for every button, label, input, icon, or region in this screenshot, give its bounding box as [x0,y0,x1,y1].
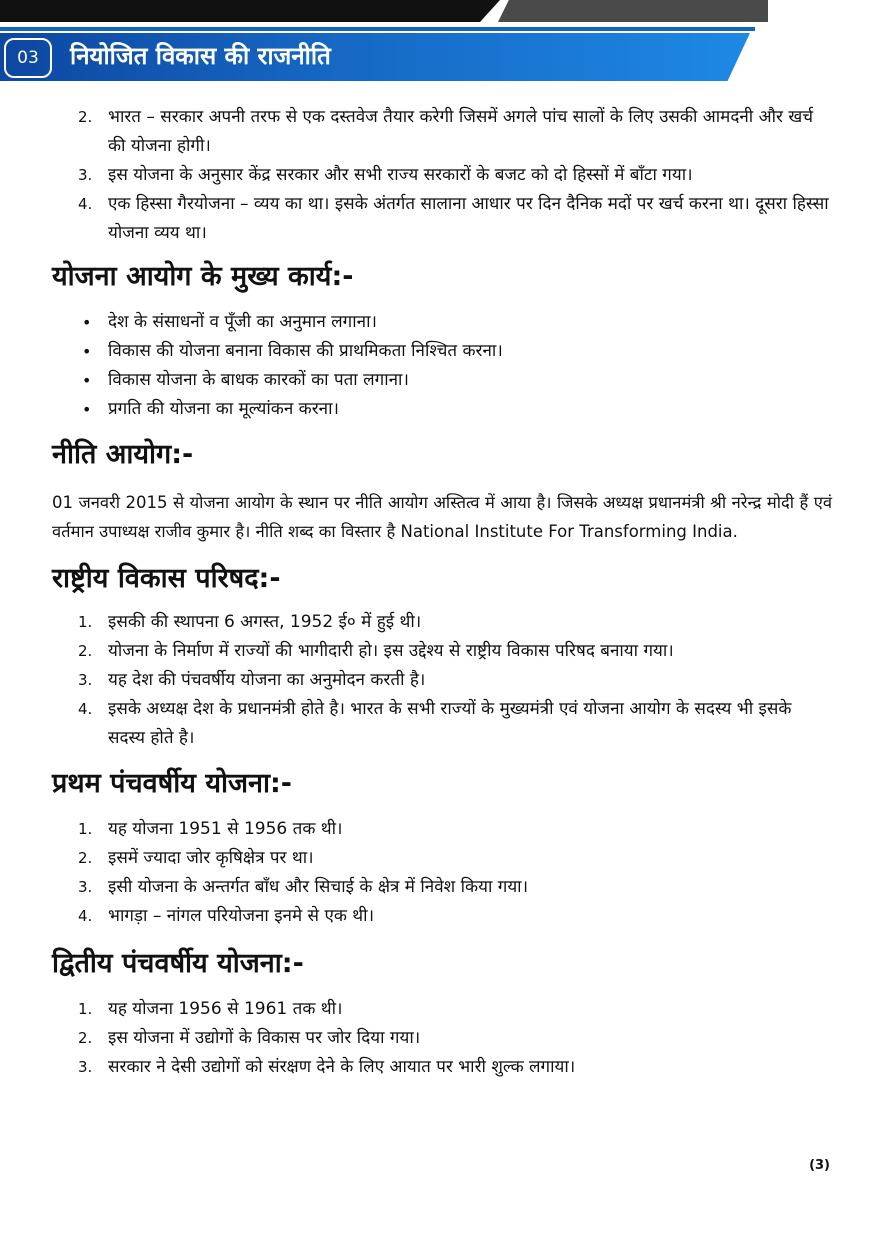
item-text: भारत – सरकार अपनी तरफ से एक दस्तवेज तैयार करेगी जिसमें अगले पांच सालों के लिए उसकी आमदनी और खर्च की योजना होगी। [108,107,814,156]
ndc-list [52,608,832,753]
item-text: इसकी की स्थापना 6 अगस्त, 1952 ई० में हुई थी। [108,612,422,632]
item-number: 1. [78,1000,93,1018]
header-blue-line [0,27,755,31]
niti-paragraph: 01 जनवरी 2015 से योजना आयोग के स्थान पर नीति आयोग अस्तित्व में आया है। जिसके अध्यक्ष प्रधानमंत्री श्री नरेन्द्र मोदी हैं एवं वर्तमान उपाध्यक्ष राजीव कुमार है। नीति शब्द का विस्तार है National Institute For Transforming India. [52,493,832,541]
list-item [52,815,832,844]
item-number: 3. [78,878,93,896]
list-item [52,637,832,666]
item-number: 4. [78,195,93,213]
bullet-item [52,395,832,424]
item-number: 1. [78,820,93,838]
item-number: 2. [78,108,93,126]
section-heading: नीति आयोग:- [52,439,194,470]
first-plan-list [52,815,832,931]
item-text: यह योजना 1951 से 1956 तक थी। [108,819,343,839]
item-text: भागड़ा – नांगल परियोजना इनमे से एक थी। [108,906,375,926]
item-number: 2. [78,1029,93,1047]
item-text: सरकार ने देसी उद्योगों को संरक्षण देने के लिए आयात पर भारी शुल्क लगाया। [108,1057,576,1077]
section-heading: द्वितीय पंचवर्षीय योजना:- [52,948,304,979]
bullet-icon: • [82,371,92,390]
bullet-item [52,366,832,395]
item-text: यह देश की पंचवर्षीय योजना का अनुमोदन करती है। [108,670,426,690]
item-text: इस योजना में उद्योगों के विकास पर जोर दिया गया। [108,1028,421,1048]
item-text: एक हिस्सा गैरयोजना – व्यय का था। इसके अंतर्गत सालाना आधार पर दिन दैनिक मदों पर खर्च करना था। दूसरा हिस्सा योजना व्यय था। [108,194,829,243]
item-text: इसी योजना के अन्तर्गत बाँध और सिचाई के क्षेत्र में निवेश किया गया। [108,877,529,897]
bullet-icon: • [82,342,92,361]
item-number: 3. [78,1058,93,1076]
item-text: प्रगति की योजना का मूल्यांकन करना। [108,399,339,419]
item-number: 3. [78,166,93,184]
item-text: विकास योजना के बाधक कारकों का पता लगाना। [108,370,409,390]
item-number: 3. [78,671,93,689]
item-number: 4. [78,907,93,925]
list-item [52,995,832,1024]
list-item [52,190,832,248]
list-item [52,695,832,753]
list-item [52,103,832,161]
list-item [52,161,832,190]
list-item [52,666,832,695]
chapter-number-badge: 03 [4,38,52,78]
page-number: (3) [809,1158,830,1173]
item-text: देश के संसाधनों व पूँजी का अनुमान लगाना। [108,312,377,332]
item-number: 2. [78,849,93,867]
list-item [52,873,832,902]
second-plan-list [52,995,832,1082]
list-item [52,608,832,637]
page-content [52,103,832,1082]
item-text: इसके अध्यक्ष देश के प्रधानमंत्री होते है। भारत के सभी राज्यों के मुख्यमंत्री एवं योजना आयोग के सदस्य भी इसके सदस्य होते है। [108,699,792,748]
chapter-title: नियोजित विकास की राजनीति [70,42,331,70]
section-heading: योजना आयोग के मुख्य कार्य:- [52,261,354,292]
item-number: 4. [78,700,93,718]
section-heading: राष्ट्रीय विकास परिषद:- [52,563,281,594]
list-item [52,1053,832,1082]
bullet-item [52,337,832,366]
item-text: यह योजना 1956 से 1961 तक थी। [108,999,343,1019]
bullet-icon: • [82,313,92,332]
item-text: इस योजना के अनुसार केंद्र सरकार और सभी राज्य सरकारों के बजट को दो हिस्सों में बाँटा गया। [108,165,693,185]
bullet-item [52,308,832,337]
item-number: 2. [78,642,93,660]
intro-list [52,103,832,248]
item-text: योजना के निर्माण में राज्यों की भागीदारी हो। इस उद्देश्य से राष्ट्रीय विकास परिषद बनाया गया। [108,641,674,661]
item-number: 1. [78,613,93,631]
header-black-strip [0,0,500,22]
section-heading: प्रथम पंचवर्षीय योजना:- [52,768,292,799]
list-item [52,902,832,931]
bullet-icon: • [82,400,92,419]
item-text: इसमें ज्यादा जोर कृषिक्षेत्र पर था। [108,848,314,868]
list-item [52,1024,832,1053]
functions-list [52,308,832,424]
list-item [52,844,832,873]
header-grey-strip [498,0,768,22]
item-text: विकास की योजना बनाना विकास की प्राथमिकता निश्चित करना। [108,341,503,361]
